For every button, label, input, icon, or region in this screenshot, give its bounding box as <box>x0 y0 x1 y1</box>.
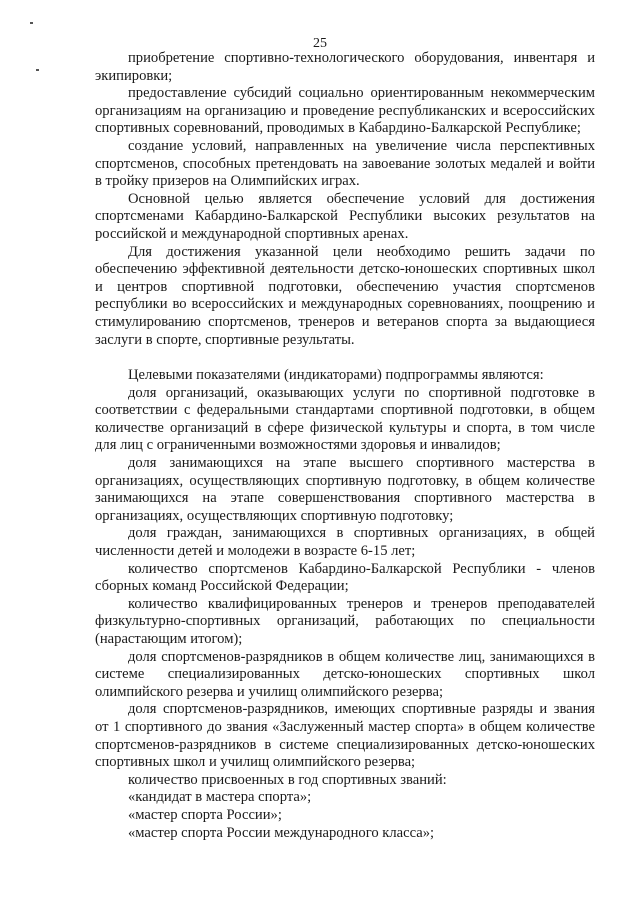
title-item: «мастер спорта России»; <box>128 806 282 823</box>
indicator-item: количество спортсменов Кабардино-Балкарской Республики - членов сборных команд Российской Федерации; <box>95 560 595 595</box>
indicator-item: доля спортсменов-разрядников, имеющих спортивные разряды и звания от 1 спортивного до звания «Заслуженный мастер спорта» в общем количестве спортсменов-разрядников в системе специализированных детско-юношеских спортивных школ и училищ олимпийского резерва; <box>95 701 595 771</box>
section-heading: Целевыми показателями (индикаторами) подпрограммы являются: <box>128 367 544 384</box>
indicator-item: доля организаций, оказывающих услуги по спортивной подготовке в соответствии с федеральными стандартами спортивной подготовки, в общем количестве организаций в сфере физической культуры и спорта, в том числе для лиц с ограниченными возможностями здоровья и инвалидов; <box>95 384 595 454</box>
indicator-item: доля граждан, занимающихся в спортивных организациях, в общей численности детей и молодежи в возрасте 6-15 лет; <box>95 525 595 560</box>
title-item: «мастер спорта России международного класса»; <box>128 824 435 841</box>
document-body <box>95 50 595 842</box>
scan-mark <box>30 22 33 24</box>
paragraph: предоставление субсидий социально ориентированным некоммерческим организациям на организацию и проведение республиканских и всероссийских спортивных соревнований, проводимых в Кабардино-Балкарской Республике; <box>95 85 595 137</box>
paragraph-gap <box>95 349 595 367</box>
indicator-item: доля занимающихся на этапе высшего спортивного мастерства в организациях, осуществляющих спортивную подготовку, в общем количестве занимающихся на этапе совершенствования спортивного мастерства в организациях, осуществляющих спортивную подготовку; <box>95 455 595 524</box>
paragraph: Для достижения указанной цели необходимо решить задачи по обеспечению эффективной деятельности детско-юношеских спортивных школ и центров спортивной подготовки, обеспечению участия спортсменов республики во всероссийских и международных соревнованиях, поощрению и стимулированию спортсменов, тренеров и ветеранов спорта за выдающиеся заслуги в спорте, спортивные результаты. <box>95 243 595 348</box>
paragraph: Основной целью является обеспечение условий для достижения спортсменами Кабардино-Балкарской Республики высоких результатов на российской и международной спортивных аренах. <box>95 190 595 242</box>
indicator-item: количество квалифицированных тренеров и тренеров преподавателей физкультурно-спортивных организаций, работающих по специальности (нарастающим итогом); <box>95 595 595 647</box>
paragraph: создание условий, направленных на увеличение числа перспективных спортсменов, способных претендовать на завоевание золотых медалей и войти в тройку призеров на Олимпийских играх. <box>95 137 595 190</box>
scan-mark <box>36 69 39 71</box>
paragraph: приобретение спортивно-технологического оборудования, инвентаря и экипировки; <box>95 50 595 84</box>
indicator-item: количество присвоенных в год спортивных званий: <box>128 771 447 788</box>
indicator-item: доля спортсменов-разрядников в общем количестве лиц, занимающихся в системе специализированных детско-юношеских спортивных школ олимпийского резерва и училищ олимпийского резерва; <box>95 648 595 700</box>
title-item: «кандидат в мастера спорта»; <box>128 789 312 806</box>
page-number: 25 <box>313 36 327 51</box>
